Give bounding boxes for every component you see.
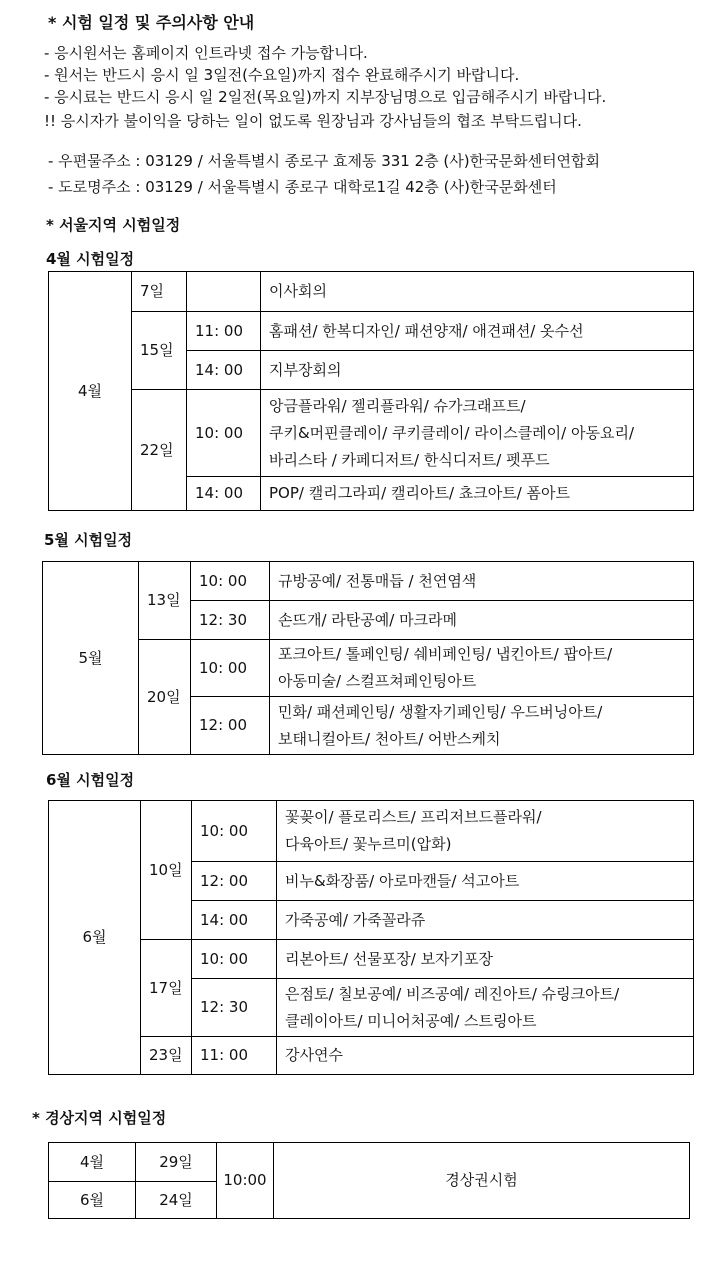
time-cell: 14: 00 <box>187 351 261 390</box>
subject-line: 은점토/ 칠보공예/ 비즈공예/ 레진아트/ 슈링크아트/ <box>285 984 620 1003</box>
subject-line: 쿠키&머핀클레이/ 쿠키클레이/ 라이스클레이/ 아동요리/ <box>269 423 634 442</box>
subject-cell: 규방공예/ 전통매듭 / 천연염색 <box>270 562 694 601</box>
time-cell: 10: 00 <box>187 390 261 477</box>
subject-cell <box>270 697 694 755</box>
day-cell: 7일 <box>132 272 187 312</box>
day-cell: 22일 <box>132 390 187 511</box>
june-heading: 6월 시험일정 <box>46 771 135 789</box>
month-cell: 4월 <box>49 272 132 511</box>
time-cell: 12: 30 <box>191 601 270 640</box>
notice-line: - 원서는 반드시 응시 일 3일전(수요일)까지 접수 완료해주시기 바랍니다. <box>44 66 520 84</box>
subject-cell: 경상권시험 <box>274 1143 690 1219</box>
june-schedule-table <box>48 800 694 1075</box>
page-title: * 시험 일정 및 주의사항 안내 <box>48 13 255 32</box>
month-cell: 6월 <box>49 801 141 1075</box>
time-cell: 14: 00 <box>192 901 277 940</box>
subject-line: 보태니컬아트/ 천아트/ 어반스케치 <box>278 729 501 748</box>
gyeongsang-heading: * 경상지역 시험일정 <box>32 1109 167 1127</box>
april-heading: 4월 시험일정 <box>46 250 135 268</box>
subject-line: 민화/ 패션페인팅/ 생활자기페인팅/ 우드버닝아트/ <box>278 702 603 721</box>
subject-cell: 리본아트/ 선물포장/ 보자기포장 <box>277 940 694 979</box>
time-cell: 12: 00 <box>191 697 270 755</box>
day-cell: 17일 <box>141 940 192 1037</box>
day-cell: 24일 <box>136 1182 217 1219</box>
time-cell: 10: 00 <box>192 801 277 862</box>
time-cell: 12: 30 <box>192 979 277 1037</box>
subject-cell <box>277 979 694 1037</box>
notice-line: - 응시원서는 홈페이지 인트라넷 접수 가능합니다. <box>44 44 368 62</box>
subject-cell: 지부장회의 <box>261 351 694 390</box>
subject-line: 앙금플라워/ 젤리플라워/ 슈가크래프트/ <box>269 396 526 415</box>
road-address: - 도로명주소 : 03129 / 서울특별시 종로구 대학로1길 42층 (사)한국문화센터 <box>48 178 557 196</box>
subject-line: 바리스타 / 카페디저트/ 한식디저트/ 펫푸드 <box>269 450 550 469</box>
subject-cell: 가죽공예/ 가죽꼴라쥬 <box>277 901 694 940</box>
month-cell: 4월 <box>49 1143 136 1182</box>
time-cell: 12: 00 <box>192 862 277 901</box>
april-schedule-table <box>48 271 694 511</box>
time-cell: 11: 00 <box>192 1037 277 1075</box>
may-schedule-table <box>42 561 694 755</box>
time-cell: 10:00 <box>217 1143 274 1219</box>
gyeongsang-schedule-table <box>48 1142 690 1219</box>
subject-cell: 홈패션/ 한복디자인/ 패션양재/ 애견패션/ 옷수선 <box>261 312 694 351</box>
time-cell: 10: 00 <box>192 940 277 979</box>
subject-line: 다육아트/ 꽃누르미(압화) <box>285 835 452 853</box>
subject-cell <box>277 801 694 862</box>
subject-cell: 이사회의 <box>261 272 694 312</box>
subject-line: 포크아트/ 톨페인팅/ 쉐비페인팅/ 냅킨아트/ 팝아트/ <box>278 645 613 663</box>
day-cell: 15일 <box>132 312 187 390</box>
notice-line: - 응시료는 반드시 응시 일 2일전(목요일)까지 지부장님명으로 입금해주시기 바랍니다. <box>44 88 607 106</box>
subject-cell <box>261 390 694 477</box>
subject-cell: 강사연수 <box>277 1037 694 1075</box>
subject-cell <box>270 640 694 697</box>
time-cell: 14: 00 <box>187 477 261 511</box>
day-cell: 10일 <box>141 801 192 940</box>
subject-line: 꽃꽂이/ 플로리스트/ 프리저브드플라워/ <box>285 808 542 826</box>
time-cell <box>187 272 261 312</box>
time-cell: 11: 00 <box>187 312 261 351</box>
subject-line: 아동미술/ 스컬프쳐페인팅아트 <box>278 672 477 690</box>
day-cell: 13일 <box>139 562 191 640</box>
month-cell: 6월 <box>49 1182 136 1219</box>
notice-warning: !! 응시자가 불이익을 당하는 일이 없도록 원장님과 강사님들의 협조 부탁드립니다. <box>44 112 582 130</box>
subject-line: 클레이아트/ 미니어처공예/ 스트링아트 <box>285 1011 537 1030</box>
month-cell: 5월 <box>43 562 139 755</box>
time-cell: 10: 00 <box>191 562 270 601</box>
day-cell: 29일 <box>136 1143 217 1182</box>
subject-cell: 손뜨개/ 라탄공예/ 마크라메 <box>270 601 694 640</box>
day-cell: 23일 <box>141 1037 192 1075</box>
subject-cell: 비누&화장품/ 아로마캔들/ 석고아트 <box>277 862 694 901</box>
day-cell: 20일 <box>139 640 191 755</box>
time-cell: 10: 00 <box>191 640 270 697</box>
subject-cell: POP/ 캘리그라피/ 캘리아트/ 쵸크아트/ 폼아트 <box>261 477 694 511</box>
may-heading: 5월 시험일정 <box>44 531 133 549</box>
seoul-heading: * 서울지역 시험일정 <box>46 216 181 234</box>
postal-address: - 우편물주소 : 03129 / 서울특별시 종로구 효제동 331 2층 (사)한국문화센터연합회 <box>48 152 601 170</box>
